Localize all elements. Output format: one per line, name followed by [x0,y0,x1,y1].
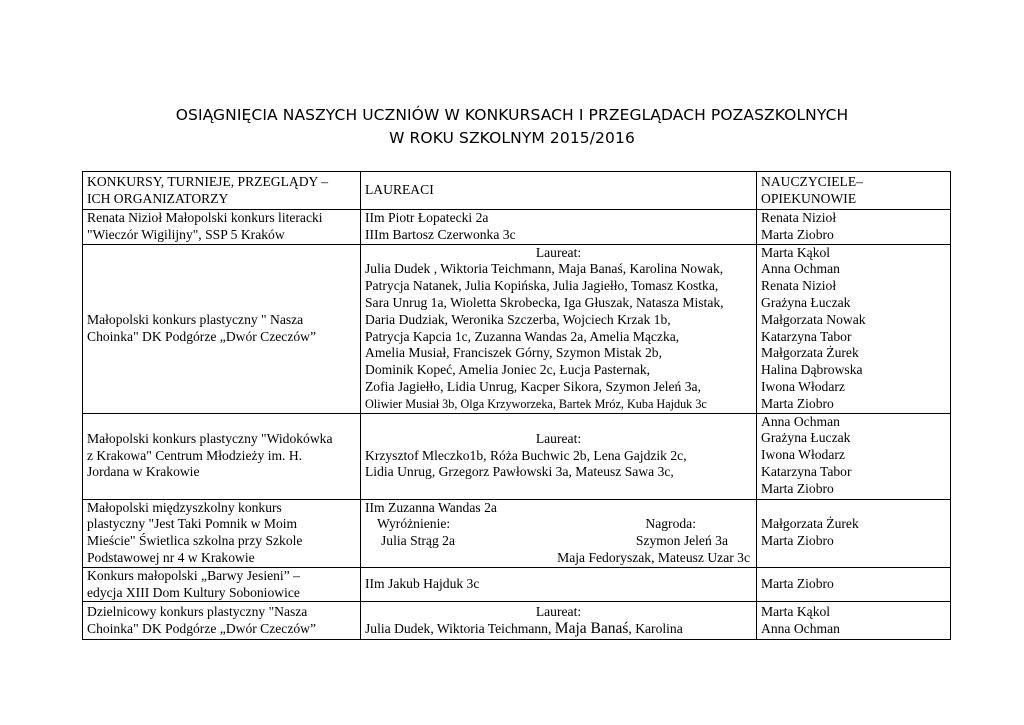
distinction-name: Julia Strąg 2a [381,533,455,549]
contest-cell: Małopolski konkurs plastyczny " Nasza Choinka" DK Podgórze „Dwór Czeczów” [83,244,361,413]
contest-cell: Dzielnicowy konkurs plastyczny "Nasza Choinka" DK Podgórze „Dwór Czeczów” [83,602,361,640]
table-row [83,210,951,245]
prize-label: Nagroda: [645,516,696,532]
header-teachers: NAUCZYCIELE– OPIEKUNOWIE [757,172,951,210]
laureates-cell: IIm Piotr Łopatecki 2a IIIm Bartosz Czerwonka 3c [361,210,757,245]
prize-name: Maja Fedoryszak, Mateusz Uzar 3c [557,549,750,565]
prize-name: Szymon Jeleń 3a [635,533,728,549]
title-line-1: OSIĄGNIĘCIA NASZYCH UCZNIÓW W KONKURSACH I PRZEGLĄDACH POZASZKOLNYCH [175,106,849,124]
laureates-cell: IIm Jakub Hajduk 3c [361,567,757,602]
distinction-label: Wyróżnienie: [377,516,451,532]
laureates-cell: Laureat: Julia Dudek , Wiktoria Teichmann, Maja Banaś, Karolina Nowak, Patrycja Natanek, Julia Kopińska, Julia Jagiełło, Tomasz Kostka, Sara Unrug 1a, Wioletta Skrobecka, Iga Głuszak, Natasza Mistak, Daria Dudziak, Weronika Szczerba, Wojciech Krzak 1b, Patrycja Kapcia 1c, Zuzanna Wandas 2a, Amelia Mączka, Amelia Musiał, Franciszek Górny, Szymon Mistak 2b, Dominik Kopeć, Amelia Joniec 2c, Łucja Pasternak, Zofia Jagiełło, Lidia Unrug, Kacper Sikora, Szymon Jeleń 3a, Oliwier Musiał 3b, Olga Krzyworzeka, Bartek Mróz, Kuba Hajduk 3c [361,244,757,413]
teachers-cell: Anna Ochman Grażyna Łuczak Iwona Włodarz Katarzyna Tabor Marta Ziobro [757,413,951,499]
header-laureates: LAUREACI [361,172,757,210]
header-contests: KONKURSY, TURNIEJE, PRZEGLĄDY – ICH ORGANIZATORZY [83,172,361,210]
contest-cell: Renata Nizioł Małopolski konkurs literacki "Wieczór Wigilijny", SSP 5 Kraków [83,210,361,245]
teachers-cell: Renata Nizioł Marta Ziobro [757,210,951,245]
contest-cell: Konkurs małopolski „Barwy Jesieni” – edycja XIII Dom Kultury Soboniowice [83,567,361,602]
title-line-2: W ROKU SZKOLNYM 2015/2016 [389,129,635,147]
table-row [83,499,951,567]
teachers-cell: Marta Kąkol Anna Ochman [757,602,951,640]
document-title [0,104,1024,150]
teachers-cell: Marta Ziobro [757,567,951,602]
table-row [83,567,951,602]
table-row [83,602,951,640]
contest-cell: Małopolski konkurs plastyczny "Widokówka z Krakowa" Centrum Młodzieży im. H. Jordana w Krakowie [83,413,361,499]
teachers-cell: Małgorzata Żurek Marta Ziobro [757,499,951,567]
laureates-cell: Laureat: Krzysztof Mleczko1b, Róża Buchwic 2b, Lena Gajdzik 2c, Lidia Unrug, Grzegorz Pawłowski 3a, Mateusz Sawa 3c, [361,413,757,499]
teachers-cell: Marta Kąkol Anna Ochman Renata Nizioł Grażyna Łuczak Małgorzata Nowak Katarzyna Tabor Małgorzata Żurek Halina Dąbrowska Iwona Włodarz Marta Ziobro [757,244,951,413]
header-row [83,172,951,210]
contest-cell: Małopolski międzyszkolny konkurs plastyczny "Jest Taki Pomnik w Moim Mieście" Świetlica szkolna przy Szkole Podstawowej nr 4 w Krakowie [83,499,361,567]
laureates-cell: IIm Zuzanna Wandas 2a Wyróżnienie: Nagroda: Julia Strąg 2a Szymon Jeleń 3a Maja Fedoryszak, Mateusz Uzar 3c [361,499,757,567]
laureates-cell: Laureat: Julia Dudek, Wiktoria Teichmann, Maja Banaś, Karolina [361,602,757,640]
achievements-table [82,171,951,640]
table-row [83,244,951,413]
table-row [83,413,951,499]
